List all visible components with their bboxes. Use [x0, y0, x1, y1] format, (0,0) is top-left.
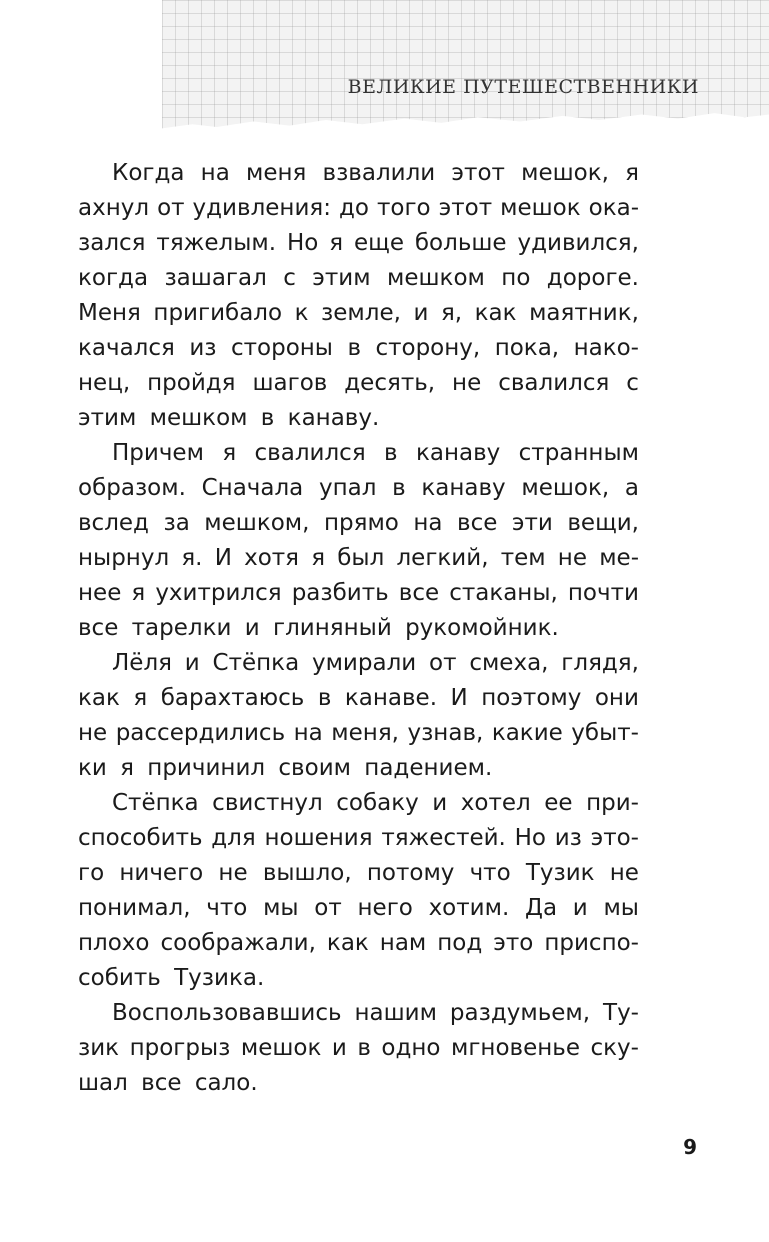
text-line: шал все сало. — [78, 1070, 258, 1096]
text-line: понимал, что мы от него хотим. Да и мы — [78, 895, 639, 921]
text-line: все тарелки и глиняный рукомойник. — [78, 615, 559, 641]
paragraph — [78, 156, 639, 436]
header-graph-paper — [162, 0, 769, 138]
text-line: нее я ухитрился разбить все стаканы, почти — [78, 580, 639, 606]
text-line: вслед за мешком, прямо на все эти вещи, — [78, 510, 639, 536]
body-text — [78, 156, 639, 1101]
text-line: не рассердились на меня, узнав, какие убыт- — [78, 720, 639, 746]
text-line: образом. Сначала упал в канаву мешок, а — [78, 475, 639, 501]
paragraph — [78, 996, 639, 1101]
text-line: ахнул от удивления: до того этот мешок ока- — [78, 195, 639, 221]
text-line: Лёля и Стёпка умирали от смеха, глядя, — [112, 650, 639, 676]
text-line: качался из стороны в сторону, пока, нако- — [78, 335, 639, 361]
paragraph — [78, 646, 639, 786]
page-number: 9 — [683, 1135, 697, 1159]
text-line: зался тяжелым. Но я еще больше удивился, — [78, 230, 639, 256]
text-line: Когда на меня взвалили этот мешок, я — [112, 160, 639, 186]
text-line: нырнул я. И хотя я был легкий, тем не ме- — [78, 545, 639, 571]
text-line: способить для ношения тяжестей. Но из это- — [78, 825, 639, 851]
text-line: Меня пригибало к земле, и я, как маятник, — [78, 300, 639, 326]
text-line: как я барахтаюсь в канаве. И поэтому они — [78, 685, 639, 711]
text-line: зик прогрыз мешок и в одно мгновенье ску- — [78, 1035, 639, 1061]
text-line: ки я причинил своим падением. — [78, 755, 493, 781]
text-line: Воспользовавшись нашим раздумьем, Ту- — [112, 1000, 639, 1026]
text-line: го ничего не вышло, потому что Тузик не — [78, 860, 639, 886]
paragraph — [78, 436, 639, 646]
text-line: Причем я свалился в канаву странным — [112, 440, 639, 466]
running-header-title: ВЕЛИКИЕ ПУТЕШЕСТВЕННИКИ — [347, 76, 699, 98]
text-line: собить Тузика. — [78, 965, 265, 991]
text-line: Стёпка свистнул собаку и хотел ее при- — [112, 790, 639, 816]
text-line: нец, пройдя шагов десять, не свалился с — [78, 370, 639, 396]
paragraph — [78, 786, 639, 996]
text-line: этим мешком в канаву. — [78, 405, 380, 431]
text-line: когда зашагал с этим мешком по дороге. — [78, 265, 639, 291]
text-line: плохо соображали, как нам под это приспо- — [78, 930, 639, 956]
